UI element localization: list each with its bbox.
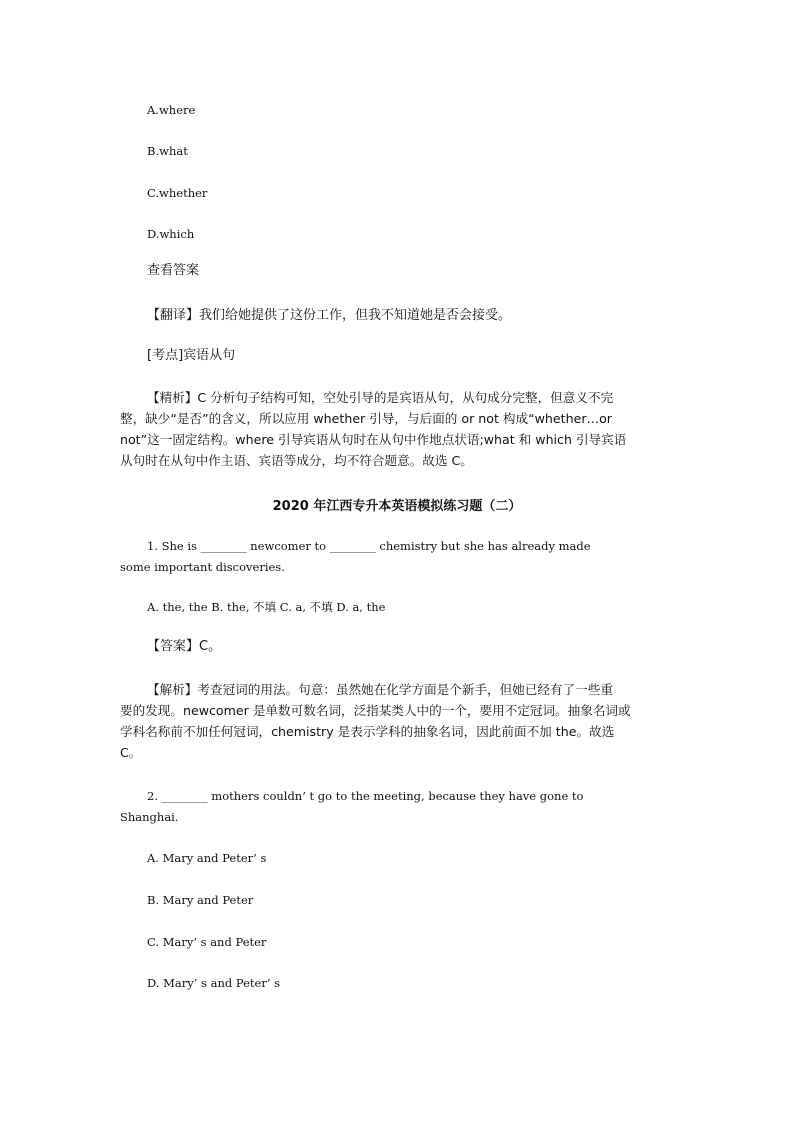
analysis-line: 学科名称前不加任何冠词，chemistry 是表示学科的抽象名词，因此前面不加 the。故选 [120,724,615,739]
view-answer-link[interactable]: 查看答案 [147,263,200,278]
analysis-line: C。 [120,745,142,760]
question-1-options: A. the, the B. the, 不填 C. a, 不填 D. a, the [147,600,386,614]
analysis-line: 要的发现。newcomer 是单数可数名词，泛指某类人中的一个，要用不定冠词。抽象名词或 [120,703,631,718]
option-d: D.which [147,227,195,241]
analysis-paragraph [120,387,674,471]
analysis-line: 【解析】考查冠词的用法。句意：虽然她在化学方面是个新手，但她已经有了一些重 [147,682,613,697]
section-title: 2020 年江西专升本英语模拟练习题（二） [272,499,522,514]
analysis-line: 【精析】C 分析句子结构可知，空处引导的是宾语从句，从句成分完整，但意义不完 [147,390,614,405]
question-1-answer: 【答案】C。 [147,639,222,654]
question-2-line: 2. ________ mothers couldn’ t go to the meeting, because they have gone to [147,789,584,803]
question-2-option-a: A. Mary and Peter’ s [147,851,267,865]
analysis-line: 从句时在从句中作主语、宾语等成分，均不符合题意。故选 C。 [120,453,473,468]
analysis-line: not”这一固定结构。where 引导宾语从句时在从句中作地点状语;what 和 which 引导宾语 [120,432,627,447]
option-a: A.where [147,103,196,117]
option-c: C.whether [147,186,208,200]
question-1-line: 1. She is ________ newcomer to ________ chemistry but she has already made [147,539,591,553]
option-b: B.what [147,144,188,158]
question-1-line: some important discoveries. [120,560,285,574]
question-2-option-d: D. Mary’ s and Peter’ s [147,976,281,990]
question-2-line: Shanghai. [120,810,179,824]
question-2-option-c: C. Mary’ s and Peter [147,935,267,949]
analysis-line: 整，缺少“是否”的含义，所以应用 whether 引导，与后面的 or not 构成“whether…or [120,411,612,426]
question-1-analysis [120,679,674,763]
question-2-option-b: B. Mary and Peter [147,893,254,907]
translation: 【翻译】我们给她提供了这份工作，但我不知道她是否会接受。 [147,308,512,323]
key-point: [考点]宾语从句 [147,348,236,363]
